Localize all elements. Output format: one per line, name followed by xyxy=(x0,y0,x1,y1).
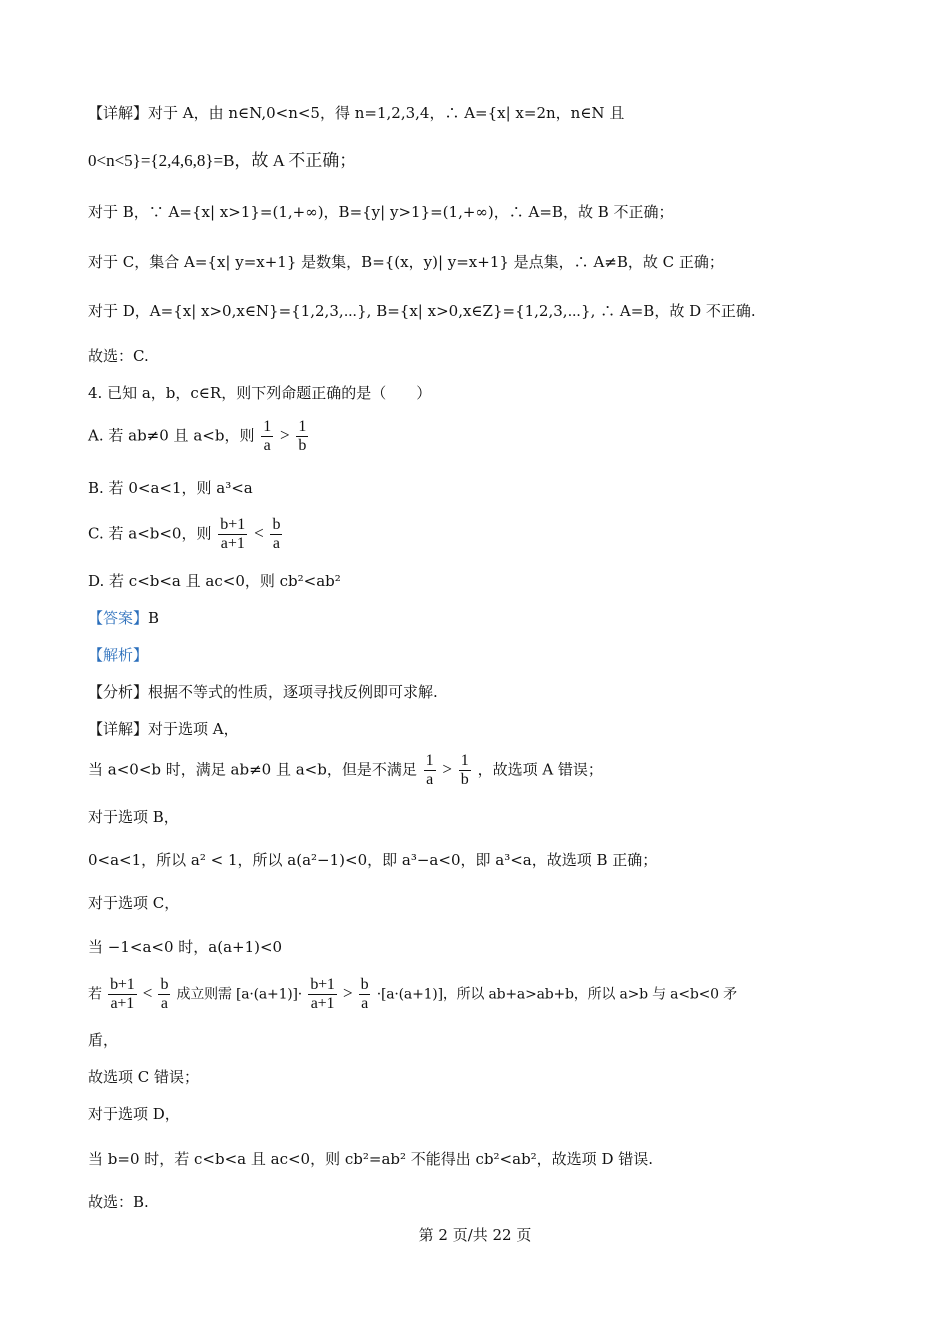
analysis-line: 【分析】根据不等式的性质，逐项寻找反例即可求解. xyxy=(88,683,438,701)
detail-line: 对于选项 D， xyxy=(88,1105,180,1123)
solution-line: 对于 B，∵ A={x| x>1}=(1,+∞)，B={y| y>1}=(1,+∞)，∴ A=B，故 B 不正确； xyxy=(88,203,674,221)
fraction: $\frac{b}{a}$ xyxy=(272,516,281,552)
fraction: $\frac{b}{a}$ xyxy=(160,976,169,1012)
fraction: $\frac{1}{a}$ xyxy=(263,418,272,454)
question-stem: 4. 已知 a，b，c∈R，则下列命题正确的是（ ） xyxy=(88,384,432,402)
detail-line: 故选：B. xyxy=(88,1193,149,1211)
fraction: $\frac{b+1}{a+1}$ xyxy=(310,976,335,1012)
option-b: B. 若 0<a<1，则 a³<a xyxy=(88,479,253,497)
fraction: $\frac{1}{b}$ xyxy=(298,418,307,454)
fraction: $\frac{b+1}{a+1}$ xyxy=(110,976,135,1012)
detail-line: 【详解】对于选项 A， xyxy=(88,720,239,738)
option-d: D. 若 c<b<a 且 ac<0，则 cb²<ab² xyxy=(88,572,341,590)
answer-line: 【答案】B xyxy=(88,609,160,627)
page-footer: 第 2 页/共 22 页 xyxy=(418,1226,532,1244)
detail-line: 盾， xyxy=(88,1031,119,1049)
fraction: $\frac{1}{a}$ xyxy=(425,752,434,788)
solution-line: 对于 C，集合 A={x| y=x+1} 是数集，B={(x，y)| y=x+1} 是点集，∴ A≠B，故 C 正确； xyxy=(88,253,724,271)
solution-line: 故选：C. xyxy=(88,347,149,365)
detail-line: 对于选项 C， xyxy=(88,894,180,912)
solution-line: 【详解】对于 A，由 n∈N,0<n<5，得 n=1,2,3,4，∴ A={x| x=2n，n∈N 且 xyxy=(88,104,625,122)
option-a: A. 若 ab≠0 且 a<b，则 $\frac{1}{a}$ > $\frac{1}{b}$ xyxy=(88,418,307,454)
detail-line: 对于选项 B， xyxy=(88,808,179,826)
fraction: $\frac{1}{b}$ xyxy=(460,752,469,788)
detail-line: 当 −1<a<0 时，a(a+1)<0 xyxy=(88,938,283,956)
detail-line: 故选项 C 错误； xyxy=(88,1068,200,1086)
solution-line: 对于 D，A={x| x>0,x∈N}={1,2,3,⋯}, B={x| x>0,x∈Z}={1,2,3,⋯}, ∴ A=B，故 D 不正确. xyxy=(88,302,756,320)
detail-line: 当 a<0<b 时，满足 ab≠0 且 a<b，但是不满足 $\frac{1}{a}$ > $\frac{1}{b}$ ，故选项 A 错误； xyxy=(88,752,603,788)
analysis-header: 【解析】 xyxy=(88,646,149,664)
detail-line: 若 $\frac{b+1}{a+1}$ < $\frac{b}{a}$ 成立则需 [a·(a+1)]· $\frac{b+1}{a+1}$ > $\frac{b}{a}$ ·[a·(a+1)]，所以 ab+a>ab+b，所以 a>b 与 a<b<0 矛 xyxy=(88,976,737,1012)
solution-line: 0<n<5}={2,4,6,8}=B，故 A 不正确； xyxy=(88,151,357,170)
detail-line: 0<a<1，所以 a² < 1，所以 a(a²−1)<0，即 a³−a<0，即 a³<a，故选项 B 正确； xyxy=(88,851,658,869)
fraction: $\frac{b}{a}$ xyxy=(360,976,369,1012)
option-c: C. 若 a<b<0，则 $\frac{b+1}{a+1}$ < $\frac{b}{a}$ xyxy=(88,516,281,552)
fraction: $\frac{b+1}{a+1}$ xyxy=(220,516,246,552)
detail-line: 当 b=0 时，若 c<b<a 且 ac<0，则 cb²=ab² 不能得出 cb²<ab²，故选项 D 错误. xyxy=(88,1150,654,1168)
